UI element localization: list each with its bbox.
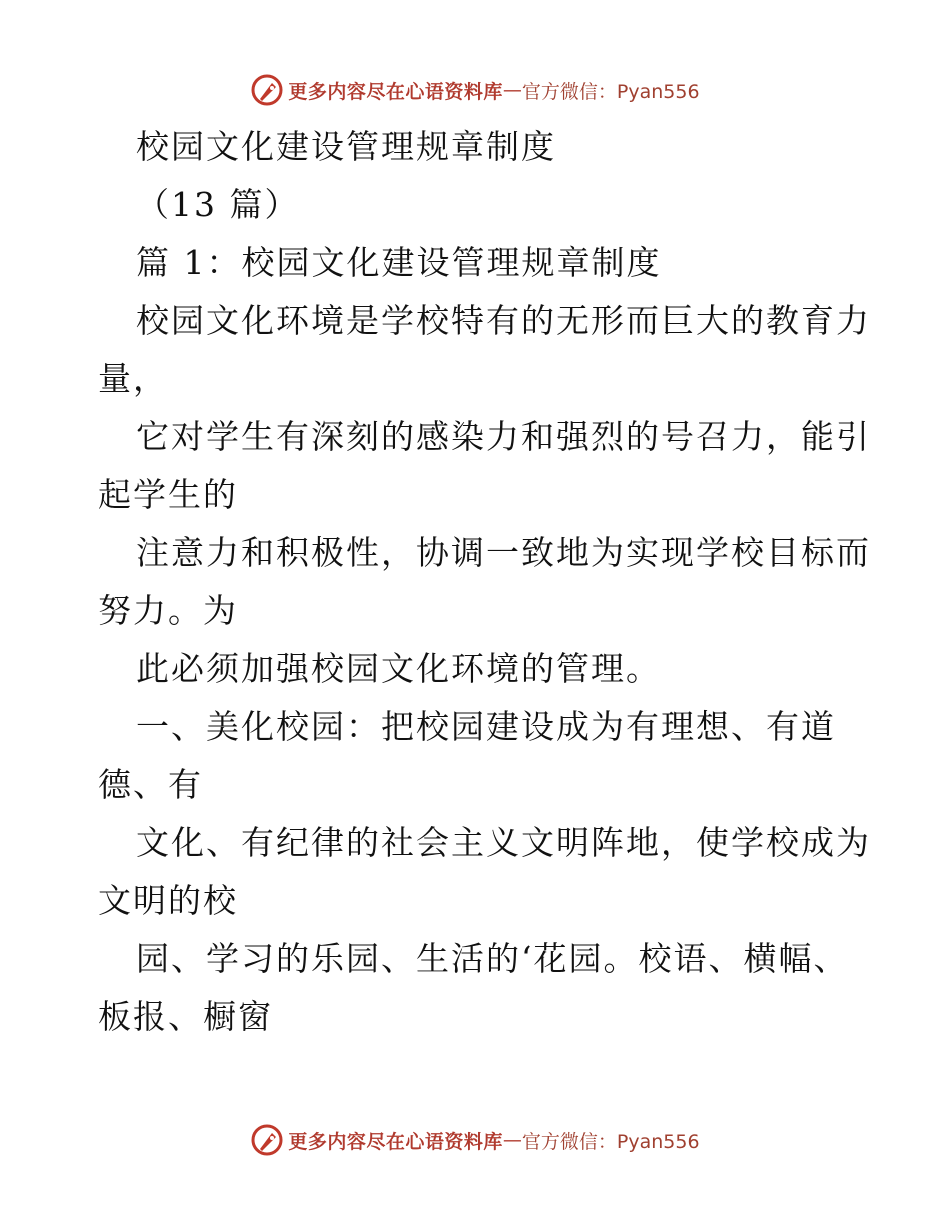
text-line: 文明的校: [98, 881, 238, 920]
watermark-main-text: 更多内容尽在心语资料库: [288, 1130, 503, 1153]
text-line: 它对学生有深刻的感染力和强烈的号召力，能引: [136, 417, 871, 456]
header-watermark: [0, 70, 950, 110]
text-line: 一、美化校园：把校园建设成为有理想、有道: [136, 707, 836, 746]
watermark-wechat-text: 官方微信：Pyan556: [521, 80, 700, 103]
watermark-separator: —: [502, 1129, 522, 1151]
text-line: 园、学习的乐园、生活的‘花园。校语、横幅、: [136, 939, 849, 978]
pen-nib-logo-icon: [250, 1123, 284, 1157]
text-line: 注意力和积极性，协调一致地为实现学校目标而: [136, 533, 871, 572]
text-line: 起学生的: [98, 475, 238, 514]
text-line: 此必须加强校园文化环境的管理。: [136, 649, 661, 688]
document-body: [98, 118, 871, 1046]
text-line: 板报、橱窗: [98, 997, 273, 1036]
text-line: 量，: [98, 359, 168, 398]
section-heading: 篇 1：校园文化建设管理规章制度: [136, 243, 662, 282]
document-count: （13 篇）: [136, 185, 300, 224]
text-line: 文化、有纪律的社会主义文明阵地，使学校成为: [136, 823, 871, 862]
document-title: 校园文化建设管理规章制度: [136, 127, 556, 166]
paragraph-list: [98, 292, 871, 1046]
watermark-main-text: 更多内容尽在心语资料库: [288, 80, 503, 103]
text-line: 德、有: [98, 765, 203, 804]
text-line: 校园文化环境是学校特有的无形而巨大的教育力: [136, 301, 871, 340]
watermark-separator: —: [502, 79, 522, 101]
watermark-wechat-text: 官方微信：Pyan556: [521, 1130, 700, 1153]
text-line: 努力。为: [98, 591, 238, 630]
pen-nib-logo-icon: [250, 73, 284, 107]
footer-watermark: [0, 1120, 950, 1160]
